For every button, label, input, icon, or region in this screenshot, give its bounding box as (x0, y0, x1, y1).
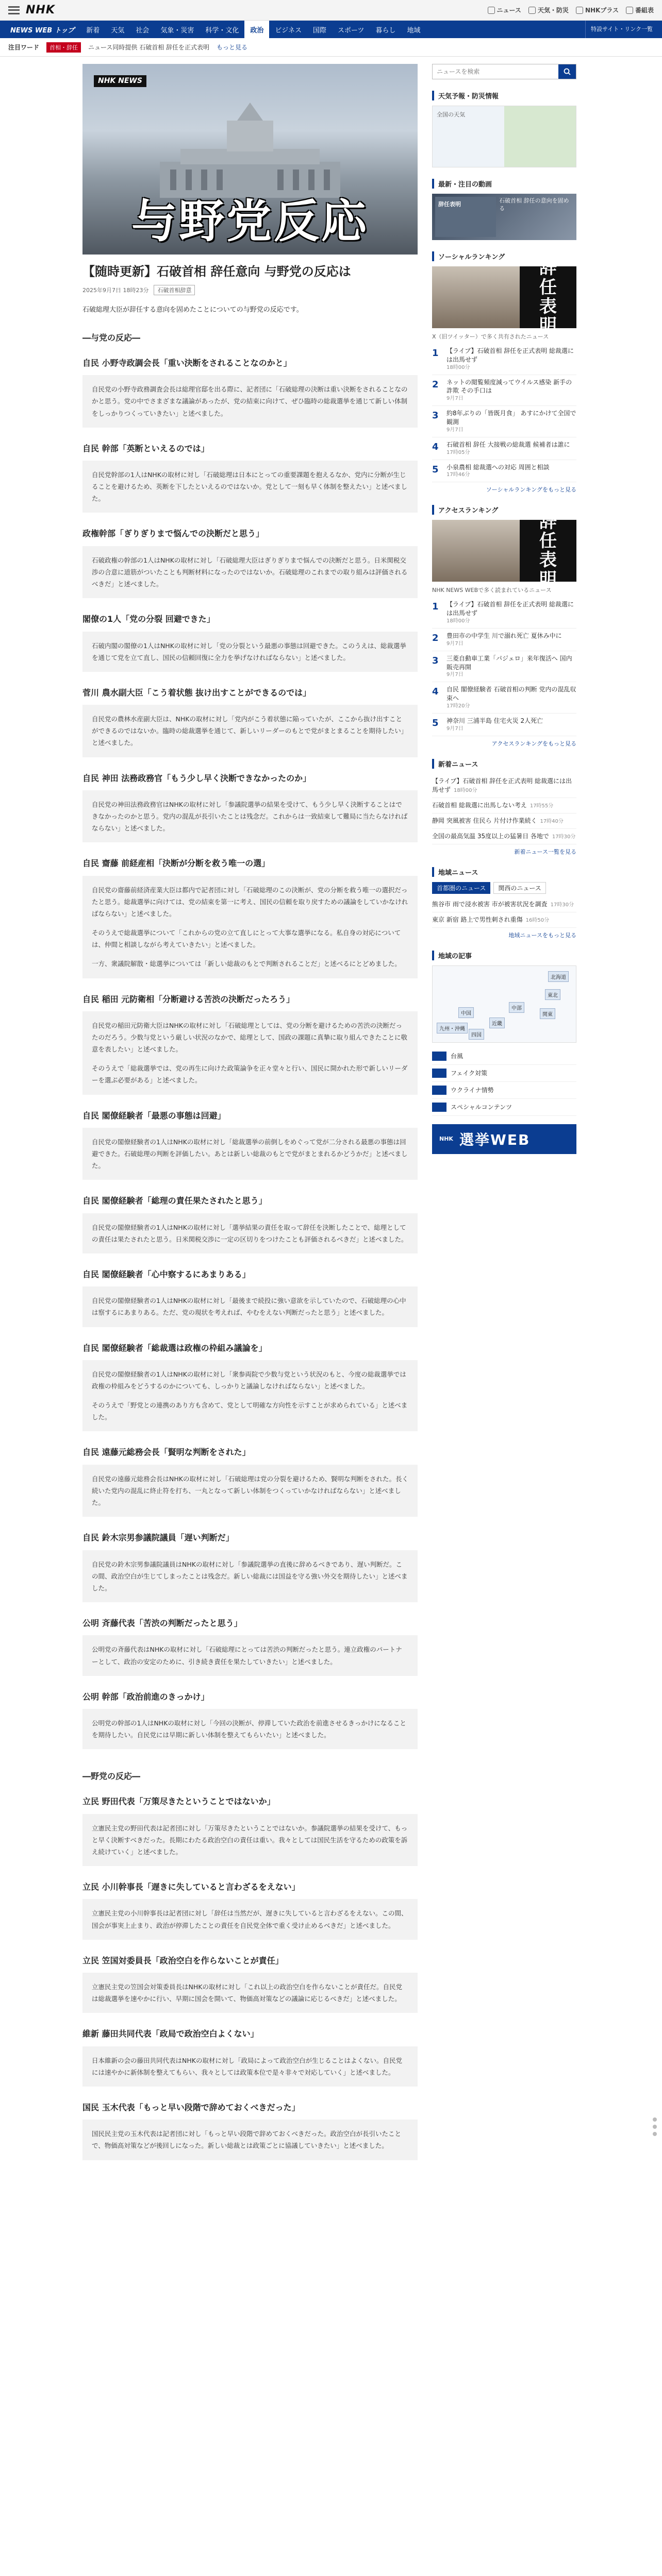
reaction-section (82, 2028, 418, 2087)
region-shikoku[interactable]: 四国 (469, 1029, 484, 1040)
reaction-quote-box (82, 1213, 418, 1253)
opposition-heading: ―野党の反応― (82, 1771, 141, 1782)
weather-heading[interactable]: 天気予報・防災情報 (432, 91, 576, 100)
reaction-heading: 閣僚の1人「党の分裂 回避できた」 (82, 614, 215, 624)
new-news-more[interactable]: 新着ニュース一覧を見る (514, 848, 576, 855)
service-icon (432, 1069, 446, 1078)
sidebar (432, 64, 576, 2176)
service-icon (432, 1086, 446, 1095)
reaction-paragraph: 自民党の閣僚経験者の1人はNHKの取材に対し「選挙結果の責任を取って辞任を決断したことで、総理としての責任は果たされたと思う。日米関税交渉に一定の区切りをつけたことも評価されるべきだ」と述べました。 (92, 1223, 408, 1243)
reaction-section (82, 858, 418, 978)
news-item[interactable] (432, 912, 576, 928)
reaction-paragraph: 自民党の神田法務政務官はNHKの取材に対し「参議院選挙の結果を受けて、もう少し早く決断することはできなかったのかと思う。党内の混乱が長引いたことは残念だ。これからは一致結束して難局に当たらなければならない」と述べました。 (92, 800, 408, 833)
ranking-title: 三菱自動車工業「パジェロ」来年復活へ 国内販売再開 (446, 654, 572, 671)
news-title: 静岡 突風被害 住民ら 片付け作業続く (432, 817, 537, 824)
nhk-news-badge: NHK NEWS (94, 75, 146, 87)
service-link[interactable] (432, 1048, 576, 1065)
region-map-heading: 地域の記事 (432, 951, 576, 960)
news-title: 全国の最高気温 35度以上の猛暑日 各地で (432, 832, 549, 840)
ranking-item[interactable] (432, 344, 576, 375)
ranking-date: 17時46分 (446, 472, 470, 478)
reaction-paragraph: 立憲民主党の小川幹事長は記者団に対し「辞任は当然だが、遅きに失していると言わざるをえない。この間、国会が事実上止まり、政治が停滞したことの責任を自民党全体で重く受け止めるべきだ」と述べました。 (92, 1909, 408, 1929)
search-box (432, 64, 576, 79)
hero-caption: 与野党反応 (131, 194, 369, 248)
ranking-item[interactable] (432, 375, 576, 406)
service-link[interactable] (432, 1099, 576, 1116)
ranking-title: 自民 閣僚経験者 石破首相の判断 党内の混乱収束へ (446, 686, 576, 702)
local-news-heading: 地域ニュース (432, 867, 576, 877)
video-heading: 最新・注目の動画 (432, 179, 576, 189)
service-link[interactable] (432, 1065, 576, 1082)
ranking-number: 5 (432, 717, 439, 728)
reaction-quote-box (82, 632, 418, 672)
reaction-quote-box (82, 546, 418, 598)
reaction-quote-box (82, 1709, 418, 1749)
reaction-quote-box (82, 1899, 418, 1939)
service-label: フェイク対策 (451, 1070, 488, 1077)
nav-item[interactable]: 社会 (136, 26, 150, 35)
region-tohoku[interactable]: 東北 (545, 989, 560, 1000)
reaction-section (82, 528, 418, 598)
nav-brand[interactable]: NEWS WEB トップ (10, 26, 75, 35)
reaction-quote-box (82, 790, 418, 842)
weather-icon (528, 7, 536, 14)
reaction-paragraph: そのうえで「野党との連携のあり方も含めて、党として明確な方向性を示すことが求められている」と述べました。 (92, 1401, 408, 1421)
news-title: 熊谷市 雨で浸水被害 市が被害状況を調査 (432, 900, 548, 908)
reaction-paragraph: 自民党の鈴木宗男参議院議員はNHKの取材に対し「参議院選挙の直後に辞めるべきであり、遅い判断だ。この間、政治空白が生じてしまったことは残念だ。新しい総裁には国益を守る強い外交を期待したい」と述べました。 (92, 1560, 408, 1592)
top-link-schedule[interactable]: 番組表 (626, 6, 654, 14)
reaction-paragraph: 一方、衆議院解散・総選挙については「新しい総裁のもとで判断されることだ」と述べるにとどめました。 (92, 960, 401, 968)
reaction-quote-box (82, 461, 418, 513)
ranking-item[interactable] (432, 651, 576, 683)
reaction-paragraph: そのうえで総裁選挙について「これからの党の立て直しにとって大事な選挙になる。私自身の対応については、仲間と相談しながら考えていきたい」と述べました。 (92, 929, 401, 949)
ranking-number: 5 (432, 464, 439, 475)
reaction-heading: 自民 閣僚経験者「総裁選は政権の枠組み議論を」 (82, 1343, 267, 1353)
hot-words-more[interactable]: もっと見る (217, 44, 248, 51)
new-news-heading: 新着ニュース (432, 759, 576, 769)
weather-widget[interactable] (432, 106, 576, 167)
reaction-paragraph: そのうえで「総裁選挙では、党の再生に向けた政策論争を正々堂々と行い、国民に開かれた形で新しいリーダーを選ぶ必要がある」と述べました。 (92, 1064, 408, 1084)
nav-item[interactable]: 国際 (312, 26, 326, 35)
nav-item[interactable]: 地域 (407, 26, 421, 35)
access-ranking-photo-caption: 辞 任 表 明 (520, 520, 576, 582)
weather-label: 全国の天気 (437, 111, 465, 118)
access-ranking-heading: アクセスランキング (432, 505, 576, 515)
reaction-quote-box (82, 1635, 418, 1675)
nav-item[interactable]: 政治 (244, 21, 269, 38)
ruling-party-heading: ―与党の反応― (82, 332, 141, 343)
video-thumb: 辞任表明 (435, 197, 496, 237)
article-lead: 石破総理大臣が辞任する意向を固めたことについての与野党の反応です。 (82, 306, 303, 314)
ranking-number: 3 (432, 410, 439, 421)
news-title: 東京 新宿 路上で男性刺され重傷 (432, 916, 523, 923)
election-web-banner[interactable] (432, 1124, 576, 1154)
reaction-heading: 自民 神田 法務政務官「もう少し早く決断できなかったのか」 (82, 773, 311, 783)
reaction-heading: 立民 小川幹事長「遅きに失していると言わざるをえない」 (82, 1882, 300, 1892)
ranking-date: 9月7日 (446, 725, 464, 732)
top-link-news[interactable]: ニュース (488, 6, 521, 14)
ranking-item[interactable] (432, 597, 576, 629)
reaction-quote-box (82, 1973, 418, 2013)
nav-item[interactable]: スポーツ (338, 26, 365, 35)
reaction-heading: 維新 藤田共同代表「政局で政治空白よくない」 (82, 2029, 259, 2039)
reaction-quote-box (82, 375, 418, 427)
reaction-heading: 自民 幹部「英断といえるのでは」 (82, 443, 209, 453)
article-date: 2025年9月7日 18時23分 (82, 286, 149, 294)
reaction-heading: 自民 遠藤元総務会長「賢明な判断をされた」 (82, 1447, 251, 1458)
reaction-heading: 立民 野田代表「万策尽きたということではないか」 (82, 1797, 275, 1807)
access-ranking-photo (432, 520, 520, 582)
ranking-item[interactable] (432, 629, 576, 651)
news-title: 【ライブ】石破首相 辞任を正式表明 総裁選には出馬せず (432, 777, 572, 793)
reaction-quote-box (82, 876, 418, 978)
local-tab-kansai[interactable]: 関西のニュース (493, 882, 545, 894)
news-date: 18時00分 (454, 787, 477, 793)
reaction-paragraph: 公明党の斉藤代表はNHKの取材に対し「石破総理にとっては苦渋の判断だったと思う。連立政権のパートナーとして、政治の安定のために、引き続き責任を果たしていきたい」と述べました。 (92, 1646, 402, 1666)
reaction-heading: 国民 玉木代表「もっと早い段階で辞めておくべきだった」 (82, 2102, 300, 2112)
reaction-paragraph: 公明党の幹部の1人はNHKの取材に対し「今回の決断が、停滞していた政治を前進させるきっかけになることを期待したい。自民党には早期に新しい体制を整えてもらいたい」と述べました。 (92, 1719, 406, 1739)
news-date: 17時30分 (550, 902, 574, 908)
nav-item[interactable]: 暮らし (375, 26, 396, 35)
reaction-section (82, 358, 418, 428)
ranking-item[interactable] (432, 460, 576, 483)
article (82, 64, 418, 2176)
reaction-quote-box (82, 1814, 418, 1866)
reaction-section (82, 773, 418, 843)
article-tag[interactable]: 石破首相辞意 (154, 285, 195, 295)
reaction-section (82, 1882, 418, 1940)
ranking-number: 1 (432, 348, 439, 359)
news-date: 17時30分 (552, 834, 576, 840)
ranking-item[interactable] (432, 437, 576, 460)
ranking-item[interactable] (432, 406, 576, 437)
region-kinki[interactable]: 近畿 (489, 1018, 505, 1028)
local-tab-tokyo[interactable]: 首都圏のニュース (432, 882, 490, 894)
reaction-section (82, 994, 418, 1095)
news-item[interactable] (432, 814, 576, 829)
reaction-section (82, 1532, 418, 1602)
reaction-section (82, 1110, 418, 1180)
local-news-more[interactable]: 地域ニュースをもっと見る (508, 931, 576, 939)
reaction-paragraph: 石破内閣の閣僚の1人はNHKの取材に対し「党の分裂という最悪の事態は回避できた。このうえは、総裁選挙を通じて党を立て直し、国民の信頼回復に全力を挙げなければならない」と述べました。 (92, 641, 406, 662)
reaction-heading: 自民 閣僚経験者「最悪の事態は回避」 (82, 1110, 226, 1121)
reaction-heading: 政権幹部「ぎりぎりまで悩んでの決断だと思う」 (82, 529, 264, 539)
reaction-quote-box (82, 1128, 418, 1180)
news-item[interactable] (432, 829, 576, 844)
nav-item[interactable]: 天気 (111, 26, 125, 35)
news-item[interactable] (432, 798, 576, 814)
ranking-number: 4 (432, 686, 439, 698)
news-date: 16時50分 (525, 917, 550, 923)
hot-words-label: 注目ワード (8, 44, 40, 51)
region-kanto[interactable]: 関東 (540, 1008, 555, 1019)
reaction-paragraph: 自民党の閣僚経験者の1人はNHKの取材に対し「最後まで続投に強い意欲を示していたので、石破総理の心中は察するにあまりある。ただ、党の現状を考えれば、やむをえない判断だったと思う」と述べました。 (92, 1297, 406, 1317)
diet-building-illustration (160, 100, 340, 198)
schedule-icon (626, 7, 633, 14)
ranking-date: 9月7日 (446, 396, 464, 402)
ranking-date: 18時00分 (446, 364, 470, 370)
tv-icon (576, 7, 583, 14)
reaction-section (82, 1447, 418, 1517)
nav-item[interactable]: 新着 (86, 26, 100, 35)
ranking-item[interactable] (432, 682, 576, 714)
social-ranking-more[interactable]: ソーシャルランキングをもっと見る (486, 486, 576, 494)
banner-nhk: NHK (439, 1136, 453, 1143)
social-ranking-image[interactable] (432, 258, 576, 336)
reaction-heading: 自民 小野寺政調会長「重い決断をされることなのかと」 (82, 358, 292, 368)
search-button[interactable] (558, 64, 576, 79)
reaction-paragraph: 立憲民主党の笠国会対策委員長はNHKの取材に対し「これ以上の政治空白を作らないことが責任だ。自民党は総裁選挙を速やかに行い、早期に国会を開いて、物価高対策などの議論に応じるべきだ」と述べました。 (92, 1983, 402, 2003)
service-label: スペシャルコンテンツ (451, 1104, 512, 1111)
ranking-number: 4 (432, 441, 439, 452)
nav-item[interactable]: 科学・文化 (205, 26, 239, 35)
reaction-paragraph: 自民党の閣僚経験者の1人はNHKの取材に対し「衆参両院で少数与党という状況のもと、今度の総裁選挙では政権の枠組みをどうするのかについても、しっかりと議論しなければならない」と述べました。 (92, 1370, 406, 1391)
search-icon (564, 68, 571, 75)
ranking-number: 3 (432, 655, 439, 666)
reaction-section (82, 1343, 418, 1432)
region-hokkaido[interactable]: 北海道 (548, 971, 569, 982)
banner-title: 選挙WEB (459, 1131, 531, 1148)
social-ranking-heading: ソーシャルランキング (432, 251, 576, 261)
reaction-section (82, 2102, 418, 2160)
reaction-section (82, 687, 418, 757)
ranking-title: 小泉農相 総裁選への対応 周囲と相談 (446, 463, 550, 471)
ranking-title: 豊田市の中学生 川で溺れ死亡 夏休み中に (446, 632, 562, 639)
reaction-quote-box (82, 1465, 418, 1517)
ranking-item[interactable] (432, 714, 576, 736)
region-kyushu[interactable]: 九州・沖縄 (437, 1023, 468, 1033)
access-ranking-more[interactable]: アクセスランキングをもっと見る (491, 740, 576, 747)
nav-item[interactable]: ビジネス (275, 26, 302, 35)
hero-image (82, 64, 418, 255)
reaction-section (82, 1269, 418, 1327)
reaction-quote-box (82, 2120, 418, 2160)
featured-video[interactable] (432, 194, 576, 240)
service-icon (432, 1103, 446, 1112)
reaction-heading: 自民 稲田 元防衛相「分断避ける苦渋の決断だったろう」 (82, 994, 295, 1004)
ranking-title: 【ライブ】石破首相 辞任を正式表明 総裁選には出馬せず (446, 347, 574, 363)
reaction-heading: 自民 閣僚経験者「心中察するにあまりある」 (82, 1269, 251, 1279)
reaction-section (82, 1618, 418, 1676)
reaction-section (82, 1691, 418, 1750)
reaction-paragraph: 国民民主党の玉木代表は記者団に対し「もっと早い段階で辞めておくべきだった。政治空白が長引いたことで、物価高対策などが後回しになった。新しい総裁とは政策ごとに協議していきたい」と述べました。 (92, 2130, 402, 2150)
reaction-quote-box (82, 1360, 418, 1432)
reaction-quote-box (82, 1011, 418, 1095)
reaction-section (82, 443, 418, 513)
top-bar (0, 0, 662, 21)
main-nav (0, 21, 662, 38)
ranking-photo-caption: 辞 任 表 明 (520, 266, 576, 328)
reaction-paragraph: 自民党の農林水産副大臣は、NHKの取材に対し「党内がこう着状態に陥っていたが、ここから抜け出すことができるのではないか。臨時の総裁選挙を通じて、新しいリーダーのもとで党がまとまることを期待したい」と述べました。 (92, 715, 408, 747)
reaction-quote-box (82, 705, 418, 757)
japan-map-icon (504, 106, 576, 167)
reaction-heading: 自民 鈴木宗男参議院議員「遅い判断だ」 (82, 1533, 234, 1543)
ranking-date: 9月7日 (446, 672, 464, 678)
service-link[interactable] (432, 1082, 576, 1099)
ranking-number: 2 (432, 379, 439, 390)
access-ranking-note: NHK NEWS WEBで多く読まれているニュース (432, 587, 552, 594)
news-item[interactable] (432, 897, 576, 912)
social-ranking-note: X（旧ツイッター）で多く共有されたニュース (432, 333, 549, 340)
ranking-date: 17時05分 (446, 449, 470, 455)
reaction-heading: 立民 笠国対委員長「政治空白を作らないことが責任」 (82, 1955, 284, 1965)
ranking-number: 1 (432, 601, 439, 613)
reaction-quote-box (82, 2046, 418, 2087)
menu-icon[interactable] (8, 6, 20, 14)
ranking-date: 18時00分 (446, 618, 470, 624)
reaction-quote-box (82, 1286, 418, 1327)
service-icon (432, 1052, 446, 1061)
ranking-date: 17時20分 (446, 703, 470, 709)
reaction-paragraph: 自民党の稲田元防衛大臣はNHKの取材に対し「石破総理としては、党の分断を避けるための苦渋の決断だったのだろう。少数与党という厳しい状況のなかで、総理として、国政の課題に真摯に取り組んできたことに敬意を表したい」と述べました。 (92, 1021, 408, 1054)
scroll-indicator[interactable] (653, 2117, 657, 2136)
search-input[interactable] (433, 64, 558, 79)
reaction-section (82, 1796, 418, 1866)
reaction-paragraph: 石破政権の幹部の1人はNHKの取材に対し「石破総理大臣はぎりぎりまで悩んでの決断だと思う。日米関税交渉の合意に道筋がついたことも判断材料になったのではないか。石破総理のこれまでの取り組みは評価されるべきだ」と述べました。 (92, 556, 408, 588)
news-icon (488, 7, 495, 14)
ranking-title: 神奈川 三浦半島 住宅火災 2人死亡 (446, 717, 543, 724)
ranking-date: 9月7日 (446, 427, 464, 433)
video-caption: 石破首相 辞任の意向を固める (499, 197, 569, 212)
nhk-logo[interactable]: NHK (26, 4, 55, 16)
top-link-plus[interactable]: NHKプラス (576, 6, 619, 14)
reaction-quote-box (82, 1550, 418, 1602)
reaction-section (82, 614, 418, 672)
news-title: 石破首相 総裁選に出馬しない考え (432, 801, 527, 809)
ranking-date: 9月7日 (446, 640, 464, 647)
news-date: 17時40分 (540, 818, 564, 824)
reaction-heading: 菅川 農水副大臣「こう着状態 抜け出すことができるのでは」 (82, 687, 311, 698)
region-map (432, 965, 576, 1043)
service-label: ウクライナ情勢 (451, 1087, 494, 1094)
article-title: 【随時更新】石破首相 辞任意向 与野党の反応は (82, 264, 351, 279)
ranking-photo (432, 266, 520, 328)
reaction-paragraph: 自民党の小野寺政務調査会長は総理官邸を出る際に、記者団に「石破総理の決断は重い決断をされることなのかと思う。党の中でさまざまな議論があったが、党の結束に向けて、ぜひ臨時の総裁選挙を通じて新しい体制をしっかりつくっていきたい」と述べました。 (92, 385, 408, 417)
region-chubu[interactable]: 中部 (509, 1002, 524, 1013)
nav-item[interactable]: 気象・災害 (160, 26, 194, 35)
ranking-number: 2 (432, 632, 439, 643)
hot-words-bar (0, 38, 662, 57)
ranking-title: 石破首相 辞任 大接戦の総裁選 候補者は誰に (446, 440, 570, 448)
ranking-title: ネットの閲覧頻度減ってウイルス感染 新手の詐欺 その手口は (446, 378, 572, 395)
region-chugoku[interactable]: 中国 (458, 1007, 474, 1018)
reaction-paragraph: 日本維新の会の藤田共同代表はNHKの取材に対し「政局によって政治空白が生じることはよくない。自民党には速やかに新体制を整えてもらい、我々としては政策本位で是々非々で対応していく」と述べました。 (92, 2056, 402, 2076)
reaction-paragraph: 自民党の遠藤元総務会長はNHKの取材に対し「石破総理は党の分裂を避けるため、賢明な判断をされた。長く続いた党内の混乱に終止符を打ち、一丸となって新しい体制をつくっていかなければならない」と述べました。 (92, 1475, 408, 1507)
hot-word-link[interactable]: ニュース同時提供 石破首相 辞任を正式表明 (88, 44, 210, 51)
reaction-paragraph: 自民党幹部の1人はNHKの取材に対し「石破総理は日本にとっての重要課題を抱えるなか、党内に分断が生じることを避けるため、英断を下したといえるのではないか。党として一刻も早く体制を整えたい」と述べました。 (92, 471, 408, 503)
ranking-title: 約8年ぶりの「皆既月食」 あすにかけて全国で観測 (446, 410, 576, 426)
reaction-heading: 自民 齋藤 前経産相「決断が分断を救う唯一の選」 (82, 858, 270, 869)
ranking-title: 【ライブ】石破首相 辞任を正式表明 総裁選には出馬せず (446, 601, 574, 617)
top-links (488, 6, 654, 14)
reaction-section (82, 1195, 418, 1253)
top-link-weather[interactable]: 天気・防災 (528, 6, 569, 14)
news-date: 17時55分 (529, 803, 554, 809)
reaction-paragraph: 立憲民主党の野田代表は記者団に対し「万策尽きたということではないか。参議院選挙の結果を受けて、もっと早く決断すべきだった。長期にわたる政治空白の責任は重い。我々としては国民生活を守るための政策を訴え続けていく」と述べました。 (92, 1824, 408, 1856)
hot-word-tag[interactable]: 首相・辞任 (46, 42, 81, 53)
reaction-paragraph: 自民党の齋藤前経済産業大臣は都内で記者団に対し「石破総理のこの決断が、党の分断を救う唯一の選択だったと思う。総裁選挙に向けては、党の結束を第一に考え、国民の信頼を取り戻すための議論をしていかなければならない」と述べました。 (92, 886, 408, 918)
reaction-paragraph: 自民党の閣僚経験者の1人はNHKの取材に対し「総裁選挙の前倒しをめぐって党が二分される最悪の事態は回避できた。石破総理の判断を評価したい。あとは新しい総裁のもとで党がまとまれるかどうかだ」と述べました。 (92, 1138, 408, 1170)
reaction-section (82, 1955, 418, 2013)
reaction-heading: 公明 幹部「政治前進のきっかけ」 (82, 1691, 209, 1702)
reaction-heading: 公明 斉藤代表「苦渋の判断だったと思う」 (82, 1618, 242, 1628)
news-item[interactable] (432, 774, 576, 798)
nav-special-links[interactable]: 特設サイト・リンク一覧 (585, 21, 658, 38)
reaction-heading: 自民 閣僚経験者「総理の責任果たされたと思う」 (82, 1196, 267, 1206)
service-label: 台風 (451, 1053, 464, 1060)
